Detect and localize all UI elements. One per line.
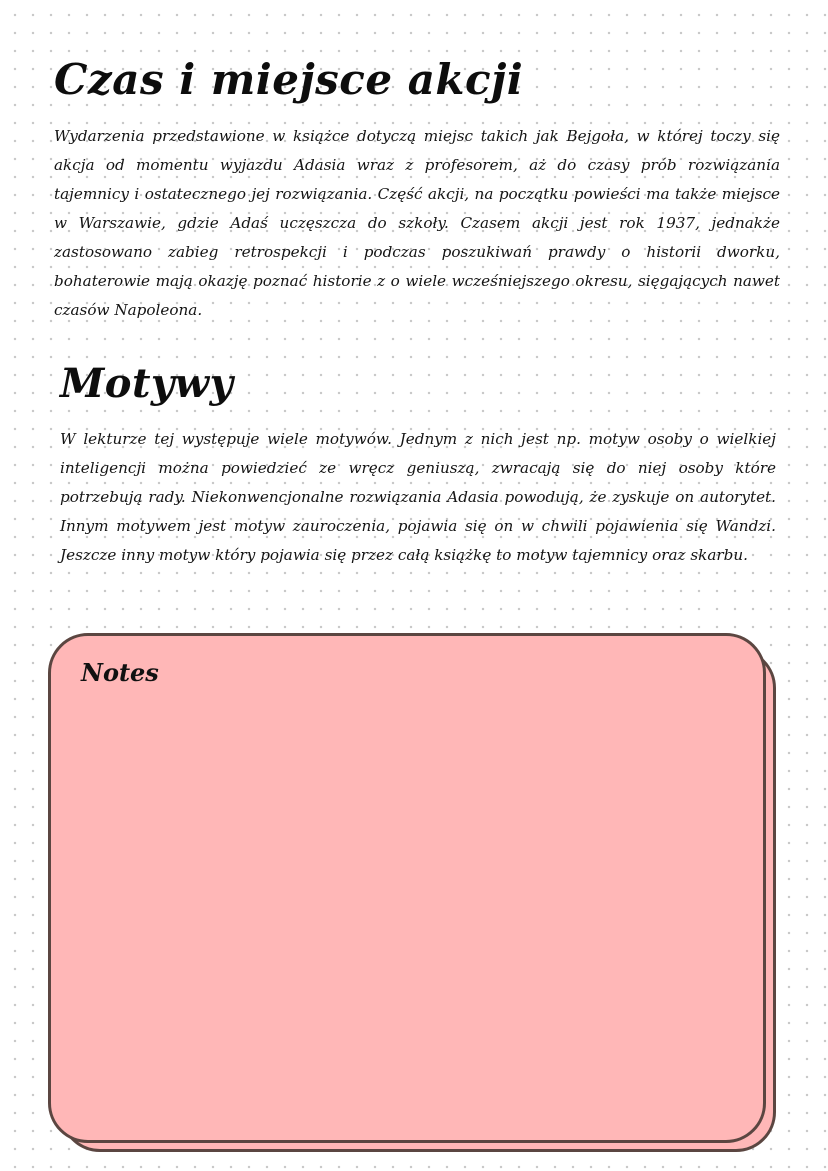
paragraph-motifs: W lekturze tej występuje wiele motywów. Jednym z nich jest np. motyw osoby o wielkiej inteligencji można powiedzieć ze wręcz geniuszą, zwracają się do niej osoby które potrzebują rady. Niekonwencjonalne rozwiązania Adasia powodują, że zyskuje on autorytet. Innym motywem jest motyw zauroczenia, pojawia się on w chwili pojawienia się Wandzi. Jeszcze inny motyw który pojawia się przez całą książkę to motyw tajemnicy oraz skarbu. <box>60 430 776 564</box>
notes-label: Notes <box>81 658 159 687</box>
notes-card[interactable] <box>48 633 766 1143</box>
paragraph-setting: Wydarzenia przedstawione w książce dotyczą miejsc takich jak Bejgoła, w której toczy się akcja od momentu wyjazdu Adasia wraz z profesorem, aż do czasy prób rozwiązania tajemnicy i ostatecznego jej rozwiązania. Część akcji, na początku powieści ma także miejsce w Warszawie, gdzie Adaś uczęszcza do szkoły. Czasem akcji jest rok 1937, jednakże zastosowano zabieg retrospekcji i podczas poszukiwań prawdy o historii dworku, bohaterowie mają okazję poznać historie z o wiele wcześniejszego okresu, sięgających nawet czasów Napoleona. <box>54 127 780 319</box>
section-title-motifs: Motywy <box>60 360 234 407</box>
section-title-setting: Czas i miejsce akcji <box>54 55 524 104</box>
